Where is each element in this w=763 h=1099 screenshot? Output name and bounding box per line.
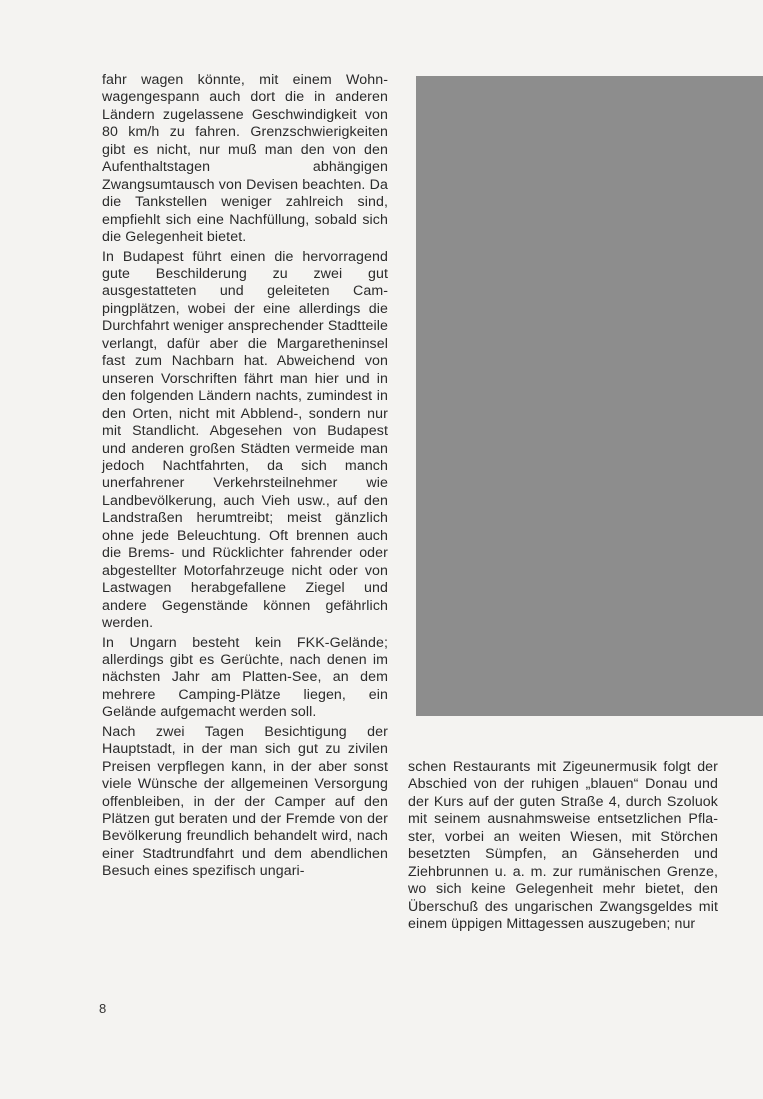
page-number: 8 xyxy=(99,1001,107,1016)
paragraph: fahr wagen könnte, mit einem Wohnwagengespann auch dort die in anderen Ländern zugelassene Geschwindigkeit von 80 km/h zu fahren. Grenzschwierigkeiten gibt es nicht, nur muß man den von den Aufenthaltstagen abhängigen Zwangsumtausch von Devisen beachten. Da die Tankstellen weniger zahlreich sind, empfiehlt sich eine Nachfüllung, sobald sich die Gelegenheit bietet. xyxy=(102,72,388,246)
right-text-column xyxy=(408,759,718,934)
paragraph: Nach zwei Tagen Besichtigung der Hauptstadt, in der man sich gut zu zivilen Preisen verpflegen kann, in der aber sonst viele Wünsche der allgemeinen Versorgung offenbleiben, in der der Camper auf den Plätzen gut beraten und der Fremde von der Bevölkerung freundlich behandelt wird, nach einer Stadtrundfahrt und dem abendlichen Besuch eines spezifisch ungari- xyxy=(102,723,388,880)
image-placeholder xyxy=(416,76,763,716)
paragraph: schen Restaurants mit Zigeunermusik folgt der Abschied von der ruhigen „blauen“ Donau und der Kurs auf der guten Straße 4, durch Szoluok mit seinem ausnahmsweise entsetzlichen Pflaster, vorbei an weiten Wiesen, mit Störchen besetzten Sümpfen, an Gänseherden und Ziehbrunnen u. a. m. zur rumänischen Grenze, wo sich keine Gelegenheit mehr bietet, den Überschuß des ungarischen Zwangsgeldes mit einem üppigen Mittagessen auszugeben; nur xyxy=(408,759,718,933)
paragraph: In Ungarn besteht kein FKK-Gelände; allerdings gibt es Gerüchte, nach denen im nächsten Jahr am Platten-See, an dem mehrere Camping-Plätze liegen, ein Gelände aufgemacht werden soll. xyxy=(102,634,388,721)
left-text-column xyxy=(102,72,388,881)
paragraph: In Budapest führt einen die hervorragend gute Beschilderung zu zwei gut ausgestatteten und geleiteten Campingplätzen, wobei der eine allerdings die Durchfahrt weniger ansprechender Stadtteile verlangt, dafür aber die Margaretheninsel fast zum Nachbarn hat. Abweichend von unseren Vorschriften fährt man hier und in den folgenden Ländern nachts, zumindest in den Orten, nicht mit Abblend-, sondern nur mit Standlicht. Abgesehen von Budapest und anderen großen Städten vermeide man jedoch Nachtfahrten, da sich manch unerfahrener Verkehrsteilnehmer wie Landbevölkerung, auch Vieh usw., auf den Landstraßen herumtreibt; meist gänzlich ohne jede Beleuchtung. Oft brennen auch die Brems- und Rücklichter fahrender oder abgestellter Motorfahrzeuge nicht oder von Lastwagen herabgefallene Ziegel und andere Gegenstände können gefährlich werden. xyxy=(102,248,388,632)
